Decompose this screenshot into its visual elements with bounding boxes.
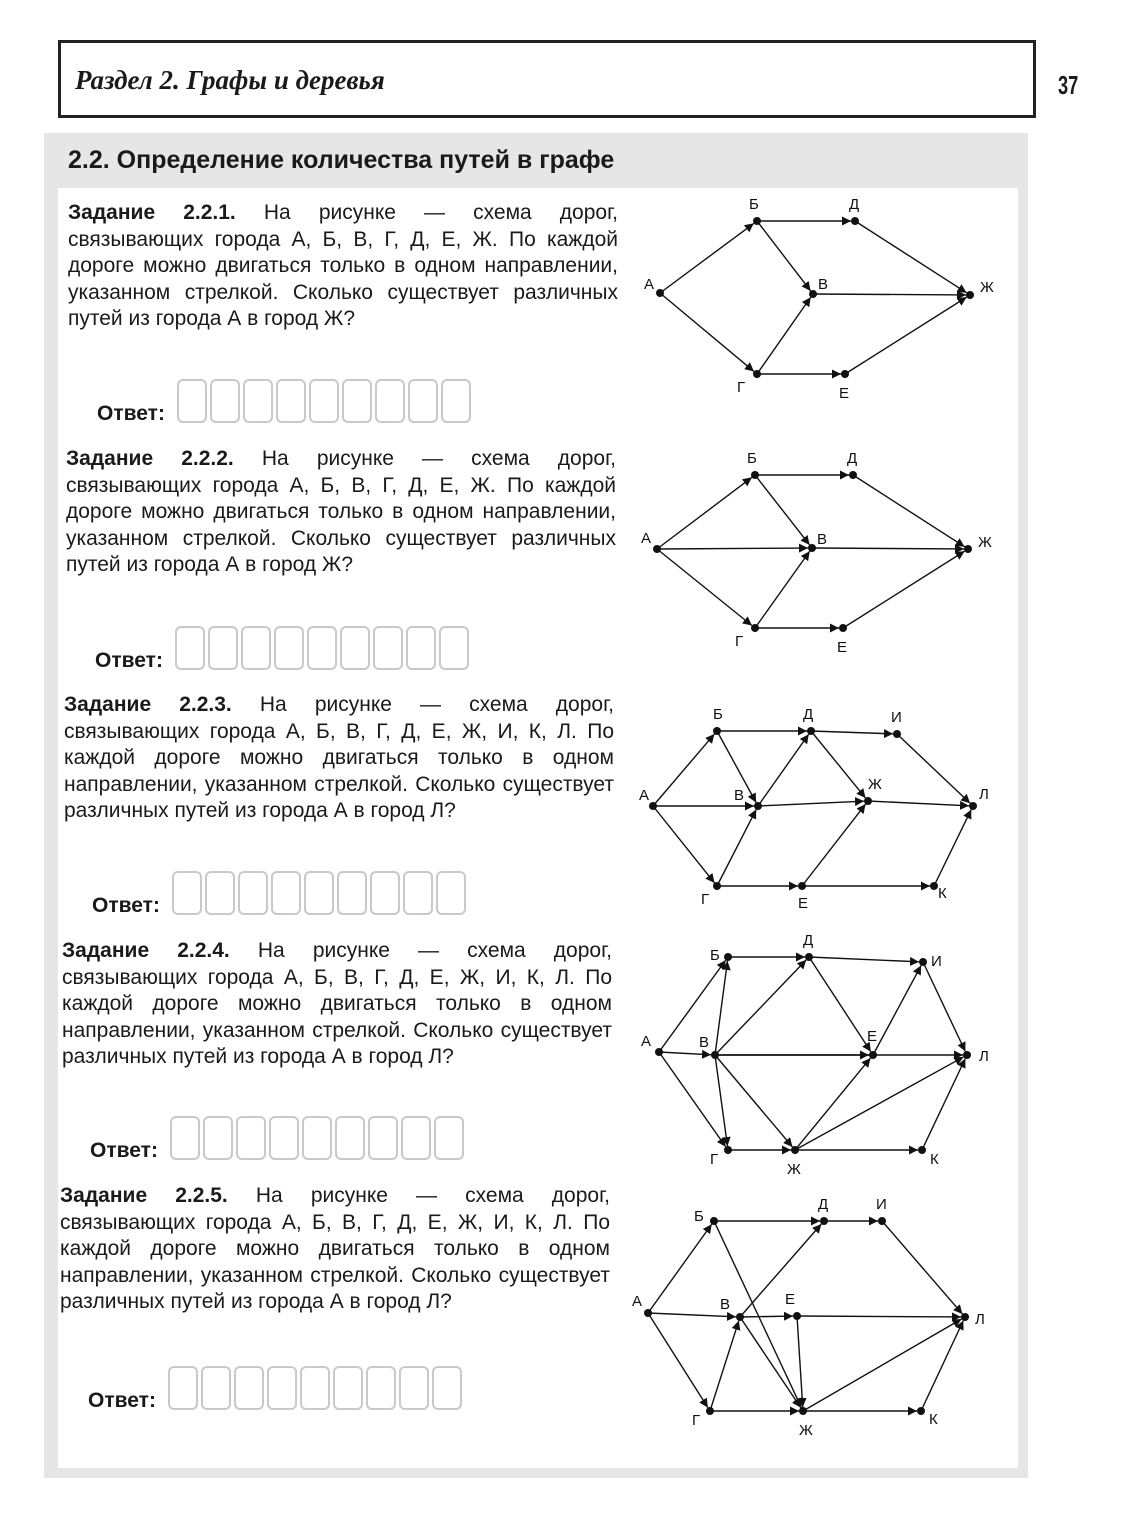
graph-node-label: Б <box>747 450 757 467</box>
graph-edge <box>710 1321 739 1411</box>
answer-label: Ответ: <box>88 1389 156 1412</box>
graph-node-label: В <box>817 531 828 548</box>
graph-edge <box>740 1317 801 1408</box>
graph-edge <box>845 297 967 374</box>
graph-node <box>839 624 847 632</box>
graph-3 <box>639 706 989 912</box>
graph-edge <box>843 551 965 628</box>
graph-node <box>841 370 849 378</box>
graph-edge <box>755 551 810 628</box>
graph-node <box>849 471 857 479</box>
graph-node <box>713 727 721 735</box>
graph-node <box>799 1407 807 1415</box>
graph-node-label: Б <box>694 1208 704 1225</box>
graph-edge <box>657 477 752 549</box>
graph-node <box>656 289 664 297</box>
graph-edge <box>648 1313 736 1317</box>
graph-edge <box>873 966 921 1055</box>
graph-node-label: А <box>641 530 652 547</box>
graph-node <box>713 882 721 890</box>
graph-node <box>966 291 974 299</box>
graph-node-label: К <box>929 1411 938 1428</box>
graph-node-label: Г <box>737 379 746 396</box>
graph-edge <box>853 475 965 547</box>
graph-node-label: А <box>639 787 650 804</box>
graph-edge <box>758 734 809 806</box>
graph-edge <box>715 961 727 1055</box>
graph-edge <box>803 1319 962 1411</box>
graph-node <box>969 802 977 810</box>
graph-node-label: Г <box>692 1412 701 1429</box>
graph-edge <box>657 549 752 625</box>
graph-node <box>917 1407 925 1415</box>
graph-node <box>793 1312 801 1320</box>
graph-edge <box>795 1058 870 1150</box>
graph-node-label: В <box>818 276 829 293</box>
graph-edge <box>757 221 811 291</box>
graph-node-label: Д <box>849 196 860 213</box>
task-heading: Задание 2.2.3. <box>64 693 232 716</box>
graph-node <box>644 1309 652 1317</box>
graph-edge <box>809 957 919 962</box>
graph-node-label: Е <box>867 1028 878 1045</box>
graph-node-label: В <box>734 787 745 804</box>
graph-2 <box>641 450 992 656</box>
graph-node-label: К <box>930 1151 939 1168</box>
graph-node-label: Ж <box>978 534 992 551</box>
graph-node-label: Ж <box>868 776 882 793</box>
graph-node <box>919 958 927 966</box>
graph-node <box>724 953 732 961</box>
graph-node-label: И <box>931 953 942 970</box>
graph-node-label: Е <box>837 639 848 656</box>
graph-node-label: Б <box>713 706 723 723</box>
graph-node <box>711 1051 719 1059</box>
graph-node-label: Д <box>803 706 814 723</box>
graph-node-label: Г <box>710 1151 719 1168</box>
graph-edge <box>812 548 964 549</box>
graph-edge <box>660 293 754 371</box>
graph-node <box>649 802 657 810</box>
task-text: На рисунке — схема дорог, связывающих города А, Б, В, Г, Д, Е, Ж. По каждой дороге можно двигаться только в одном направлении, указанном стрелкой. Сколько существует различных путей из города А в город Ж? <box>68 201 619 330</box>
graph-node-label: Г <box>701 891 710 908</box>
graph-edge <box>797 1316 803 1407</box>
graph-edge <box>653 806 715 883</box>
graph-node <box>751 471 759 479</box>
graph-edge <box>882 1221 962 1314</box>
answer-label: Ответ: <box>90 1139 158 1162</box>
graph-node-label: А <box>632 1293 643 1310</box>
graph-node <box>808 544 816 552</box>
graph-node <box>805 953 813 961</box>
graph-node-label: Е <box>798 895 809 912</box>
graph-edge <box>795 1057 963 1150</box>
graph-edge <box>657 548 808 549</box>
graph-edge <box>811 731 893 734</box>
graph-node-label: Е <box>839 385 850 402</box>
task-text: На рисунке — схема дорог, связывающих города А, Б, В, Г, Д, Е, Ж, И, К, Л. По каждой дороге можно двигаться только в одном направлении, указанном стрелкой. Сколько существует различных путей из города А в город Л? <box>64 693 615 822</box>
graph-edge <box>758 801 864 806</box>
graph-edge <box>660 223 754 293</box>
graph-edge <box>923 962 965 1051</box>
graph-node-label: Ж <box>787 1161 801 1178</box>
graph-node <box>655 1048 663 1056</box>
graph-edge <box>813 294 966 295</box>
graph-edge <box>659 960 726 1052</box>
graph-node <box>864 797 872 805</box>
graph-node-label: И <box>876 1196 887 1213</box>
graph-node-label: Ж <box>980 279 994 296</box>
graph-1 <box>644 196 994 402</box>
graph-edge <box>922 1059 965 1150</box>
graph-edge <box>717 810 756 886</box>
graph-node <box>930 882 938 890</box>
graph-node <box>736 1313 744 1321</box>
graph-node-label: А <box>644 276 655 293</box>
graph-edge <box>653 734 714 806</box>
graph-node-label: И <box>891 709 902 726</box>
task-heading: Задание 2.2.5. <box>60 1184 228 1207</box>
answer-label: Ответ: <box>97 402 165 425</box>
graph-edge <box>855 221 967 293</box>
task-heading: Задание 2.2.1. <box>68 201 236 224</box>
graph-edge <box>715 1055 792 1147</box>
graph-node <box>753 217 761 225</box>
graph-edge <box>648 1313 708 1408</box>
graph-edge <box>797 1316 961 1317</box>
graph-edge <box>934 810 971 886</box>
graph-edge <box>648 1224 712 1313</box>
graph-edge <box>809 957 871 1052</box>
graph-edge <box>715 960 806 1055</box>
graph-edge <box>921 1321 963 1411</box>
graph-node-label: Д <box>818 1196 829 1213</box>
graph-4 <box>641 932 989 1178</box>
page-number: 37 <box>1058 70 1079 100</box>
graph-node <box>791 1146 799 1154</box>
graph-node <box>753 370 761 378</box>
graph-node-label: К <box>938 885 947 902</box>
answer-label: Ответ: <box>92 894 160 917</box>
graph-node <box>964 545 972 553</box>
graph-edge <box>659 1052 711 1055</box>
graph-node <box>893 730 901 738</box>
graph-edge <box>802 804 866 886</box>
graph-node-label: Б <box>749 196 759 213</box>
graph-edge <box>757 297 811 374</box>
graph-node <box>653 545 661 553</box>
graph-node <box>918 1146 926 1154</box>
graph-node-label: Л <box>979 1048 989 1065</box>
graph-edge <box>868 801 969 806</box>
chapter-title: Раздел 2. Графы и деревья <box>75 65 385 95</box>
graph-node-label: Г <box>735 633 744 650</box>
graph-edge <box>659 1052 726 1147</box>
graph-node-label: Л <box>975 1311 985 1328</box>
task-text: На рисунке — схема дорог, связывающих города А, Б, В, Г, Д, Е, Ж, И, К, Л. По каждой дороге можно двигаться только в одном направлении, указанном стрелкой. Сколько существует различных путей из города А в город Л? <box>60 1184 611 1313</box>
graph-edge <box>755 475 810 545</box>
graph-node <box>869 1051 877 1059</box>
graph-node-label: В <box>720 1296 731 1313</box>
graph-node-label: Е <box>785 1291 796 1308</box>
graph-node <box>878 1217 886 1225</box>
graph-node <box>706 1407 714 1415</box>
answer-label: Ответ: <box>95 649 163 672</box>
graph-node-label: А <box>641 1033 652 1050</box>
graph-node-label: Б <box>710 947 720 964</box>
graph-edge <box>740 1224 821 1317</box>
task-text: На рисунке — схема дорог, связывающих города А, Б, В, Г, Д, Е, Ж. По каждой дороге можно двигаться только в одном направлении, указанном стрелкой. Сколько существует различных путей из города А в город Ж? <box>66 447 617 576</box>
graph-node-label: В <box>699 1034 710 1051</box>
graph-node <box>820 1217 828 1225</box>
graph-node <box>710 1217 718 1225</box>
graph-node <box>754 802 762 810</box>
graph-edge <box>811 731 865 798</box>
graph-node <box>851 217 859 225</box>
graph-node-label: Д <box>803 932 814 949</box>
graph-edge <box>714 1221 801 1407</box>
task-heading: Задание 2.2.2. <box>66 447 234 470</box>
graph-5 <box>632 1196 985 1439</box>
graph-node <box>809 290 817 298</box>
task-text: На рисунке — схема дорог, связывающих города А, Б, В, Г, Д, Е, Ж, И, К, Л. По каждой дороге можно двигаться только в одном направлении, указанном стрелкой. Сколько существует различных путей из города А в город Л? <box>62 939 613 1068</box>
task-heading: Задание 2.2.4. <box>62 939 230 962</box>
graph-edge <box>740 1316 793 1317</box>
graph-node <box>798 882 806 890</box>
graph-node <box>807 727 815 735</box>
graph-node-label: Ж <box>799 1422 813 1439</box>
graph-node-label: Д <box>847 450 858 467</box>
graph-node <box>724 1146 732 1154</box>
section-title: 2.2. Определение количества путей в графе <box>68 146 615 174</box>
graph-node <box>963 1051 971 1059</box>
graph-edge <box>897 734 970 803</box>
graph-node <box>961 1313 969 1321</box>
graph-node <box>751 624 759 632</box>
graph-node-label: Л <box>979 786 989 803</box>
